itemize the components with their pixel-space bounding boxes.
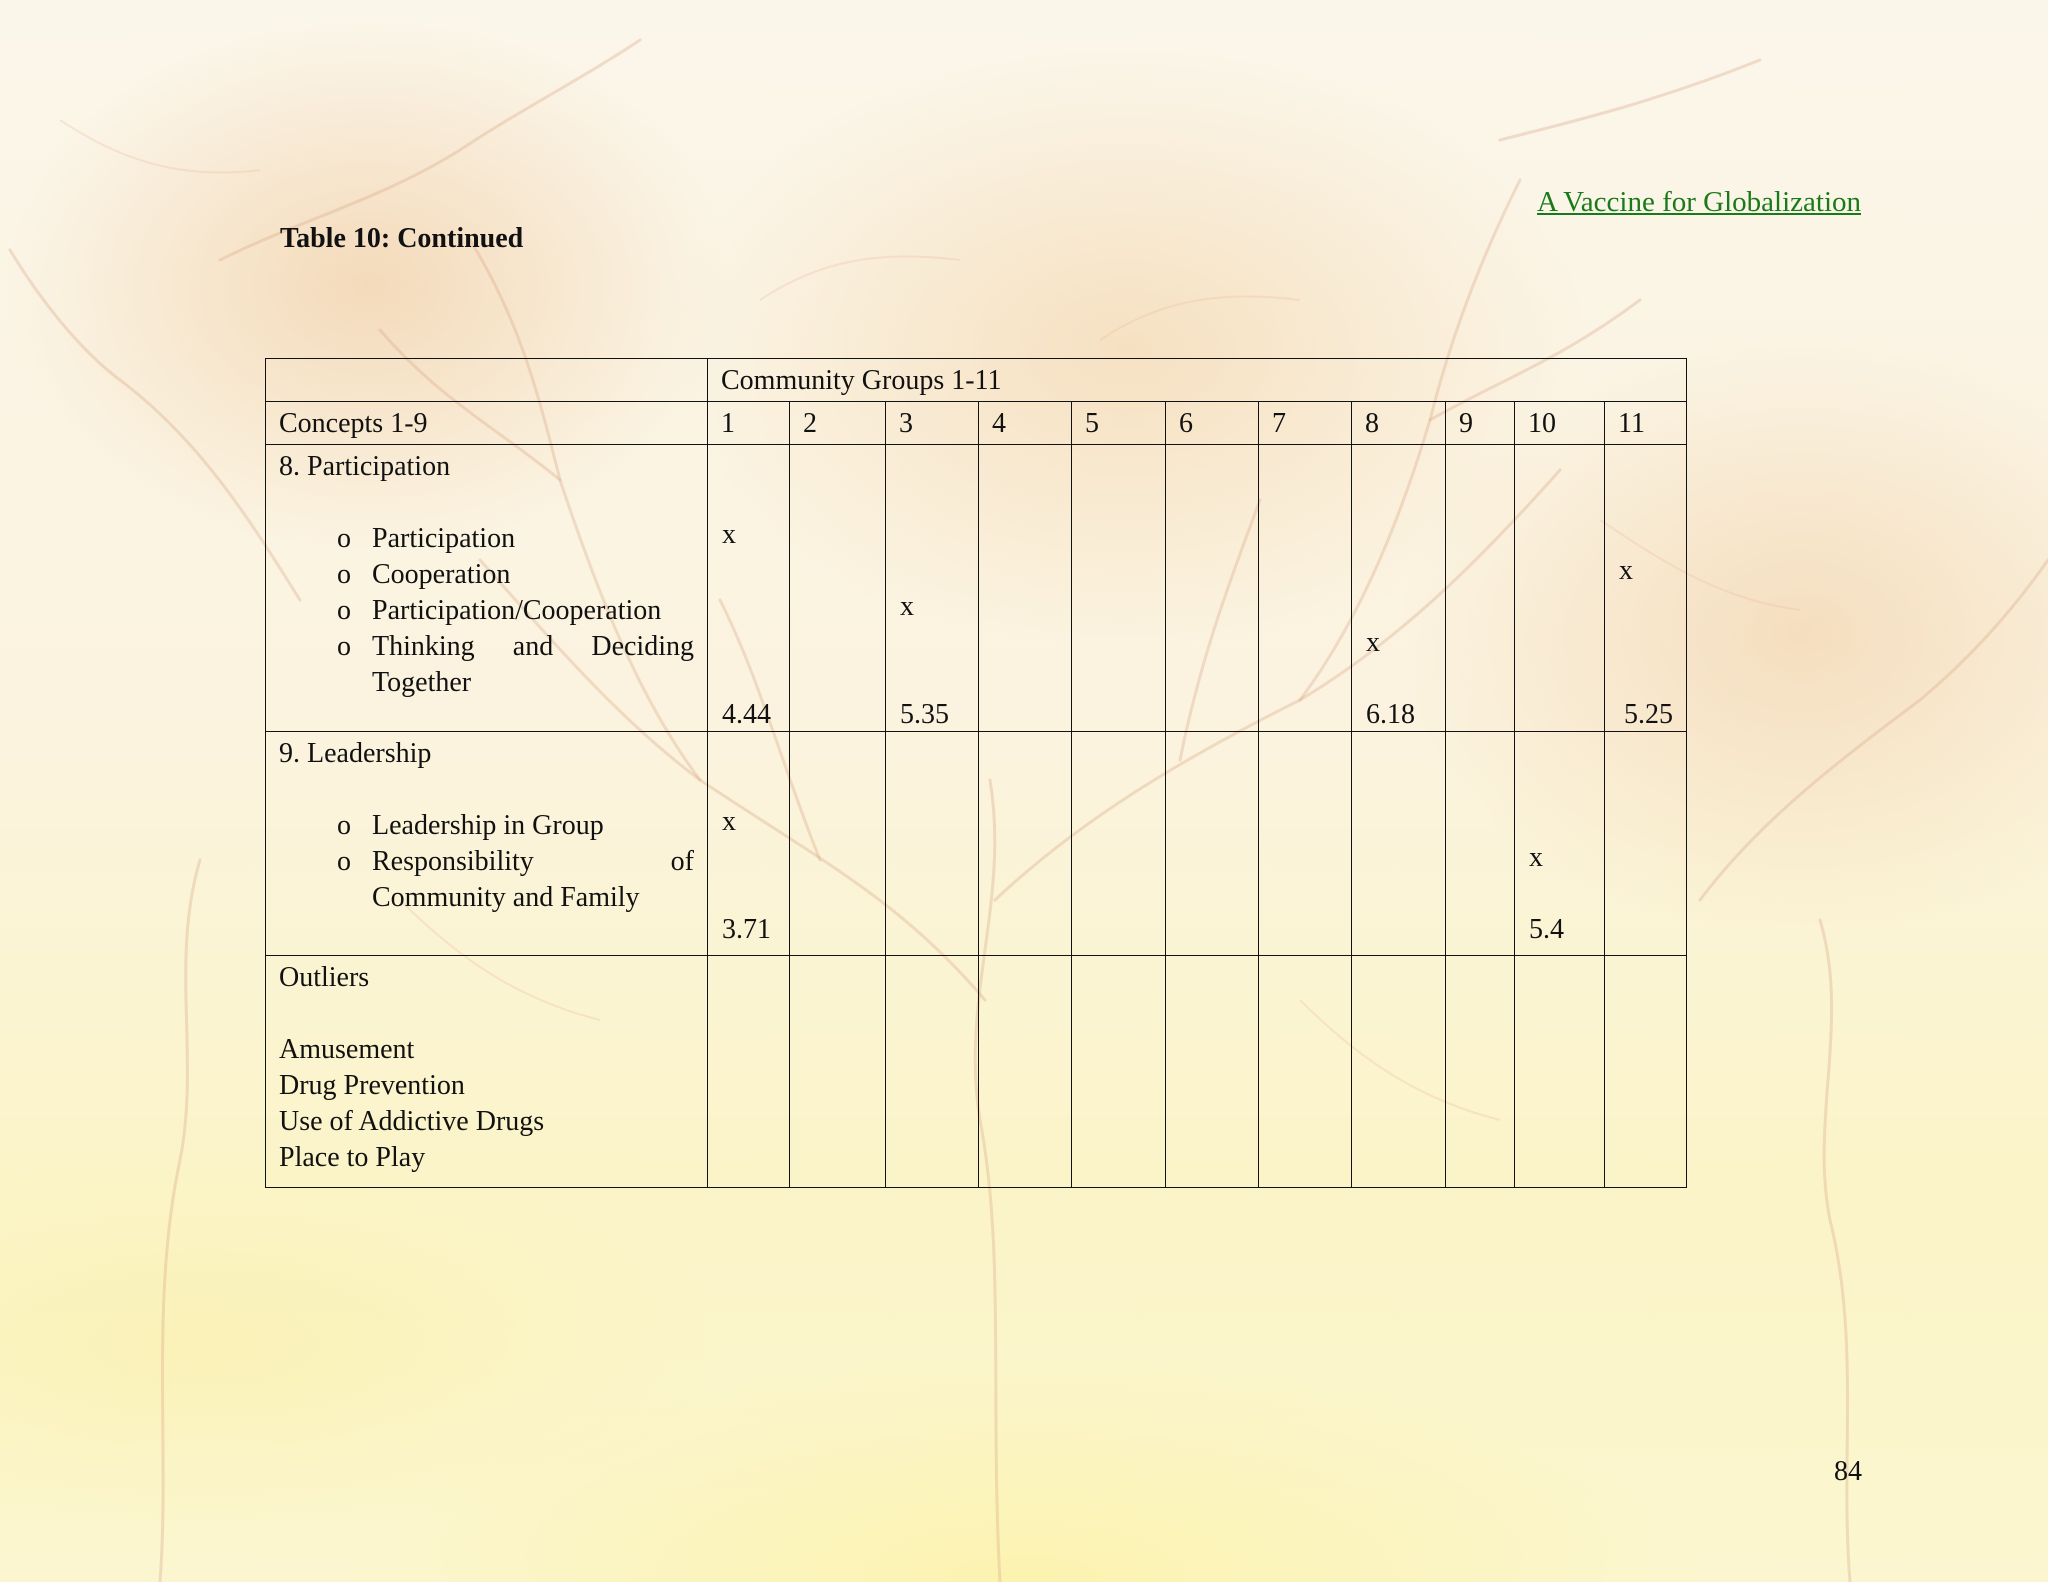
- sub-concept-item: o Leadership in Group: [337, 808, 694, 844]
- group-7-cell: [1259, 732, 1352, 956]
- group-9-cell: [1446, 956, 1515, 1188]
- group-3-cell: [886, 732, 979, 956]
- group-number: 7: [1259, 402, 1352, 445]
- outlier-item: Place to Play: [279, 1142, 426, 1173]
- group-8-cell: [1352, 732, 1446, 956]
- concept-heading: 9. Leadership: [279, 738, 432, 769]
- group-11-cell: [1605, 956, 1687, 1188]
- bullet-icon: o: [337, 595, 351, 626]
- score-value: 6.18: [1366, 699, 1415, 730]
- group-1-cell: [708, 732, 790, 956]
- bullet-icon: o: [337, 559, 351, 590]
- sub-concept-list: [279, 521, 694, 701]
- group-3-cell: [886, 956, 979, 1188]
- group-4-cell: [979, 956, 1072, 1188]
- group-10-cell: [1515, 445, 1605, 732]
- group-number: 4: [979, 402, 1072, 445]
- group-2-cell: [790, 445, 886, 732]
- group-11-cell: [1605, 445, 1687, 732]
- check-mark: x: [1529, 842, 1543, 873]
- concepts-header: Concepts 1-9: [266, 402, 708, 445]
- group-7-cell: [1259, 956, 1352, 1188]
- group-number: 9: [1446, 402, 1515, 445]
- group-11-cell: [1605, 732, 1687, 956]
- bullet-icon: o: [337, 523, 351, 554]
- bullet-icon: o: [337, 846, 351, 877]
- group-6-cell: [1166, 445, 1259, 732]
- concepts-by-community-table: [265, 358, 1687, 1188]
- running-header-link[interactable]: A Vaccine for Globalization: [1537, 186, 1861, 218]
- outliers-row: [266, 956, 1687, 1188]
- empty-header-cell: [266, 359, 708, 402]
- sub-concept-item: o Responsibility of Community and Family: [337, 846, 694, 913]
- concept-heading: Outliers: [279, 962, 370, 993]
- group-7-cell: [1259, 445, 1352, 732]
- page-number: 84: [1834, 1456, 1862, 1487]
- score-value: 5.4: [1529, 914, 1564, 945]
- outlier-item: Drug Prevention: [279, 1070, 465, 1101]
- group-9-cell: [1446, 445, 1515, 732]
- sub-concept-list: [279, 808, 694, 916]
- group-6-cell: [1166, 732, 1259, 956]
- group-header-row: [266, 359, 1687, 402]
- group-8-cell: [1352, 956, 1446, 1188]
- group-number: 11: [1605, 402, 1687, 445]
- group-8-cell: [1352, 445, 1446, 732]
- check-mark: x: [722, 519, 736, 550]
- group-number: 10: [1515, 402, 1605, 445]
- group-number: 3: [886, 402, 979, 445]
- group-10-cell: [1515, 956, 1605, 1188]
- group-9-cell: [1446, 732, 1515, 956]
- score-value: 4.44: [722, 699, 771, 730]
- participation-row: [266, 445, 1687, 732]
- column-header-row: [266, 402, 1687, 445]
- group-2-cell: [790, 956, 886, 1188]
- outlier-item: Use of Addictive Drugs: [279, 1106, 545, 1137]
- group-2-cell: [790, 732, 886, 956]
- group-5-cell: [1072, 956, 1166, 1188]
- group-6-cell: [1166, 956, 1259, 1188]
- sub-concept-item: o Thinking and Deciding Together: [337, 631, 694, 698]
- concept-heading: 8. Participation: [279, 451, 451, 482]
- group-number: 2: [790, 402, 886, 445]
- leadership-row: [266, 732, 1687, 956]
- score-value: 5.35: [900, 699, 949, 730]
- group-4-cell: [979, 445, 1072, 732]
- check-mark: x: [1366, 627, 1380, 658]
- table-title: Table 10: Continued: [280, 223, 524, 254]
- outlier-item: Amusement: [279, 1034, 415, 1065]
- check-mark: x: [722, 806, 736, 837]
- group-10-cell: [1515, 732, 1605, 956]
- sub-concept-item: o Participation/Cooperation: [337, 593, 694, 629]
- group-1-cell: [708, 445, 790, 732]
- check-mark: x: [1619, 555, 1633, 586]
- leadership-concept-cell: [266, 732, 708, 956]
- group-number: 8: [1352, 402, 1446, 445]
- check-mark: x: [900, 591, 914, 622]
- bullet-icon: o: [337, 810, 351, 841]
- group-5-cell: [1072, 445, 1166, 732]
- outliers-concept-cell: [266, 956, 708, 1188]
- group-5-cell: [1072, 732, 1166, 956]
- group-4-cell: [979, 732, 1072, 956]
- group-number: 6: [1166, 402, 1259, 445]
- community-groups-header: Community Groups 1-11: [708, 359, 1687, 402]
- group-3-cell: [886, 445, 979, 732]
- group-1-cell: [708, 956, 790, 1188]
- sub-concept-item: o Participation: [337, 521, 694, 557]
- group-number: 5: [1072, 402, 1166, 445]
- group-number: 1: [708, 402, 790, 445]
- sub-concept-item: o Cooperation: [337, 557, 694, 593]
- score-value: 5.25: [1624, 699, 1674, 730]
- bullet-icon: o: [337, 631, 351, 662]
- score-value: 3.71: [722, 914, 771, 945]
- participation-concept-cell: [266, 445, 708, 732]
